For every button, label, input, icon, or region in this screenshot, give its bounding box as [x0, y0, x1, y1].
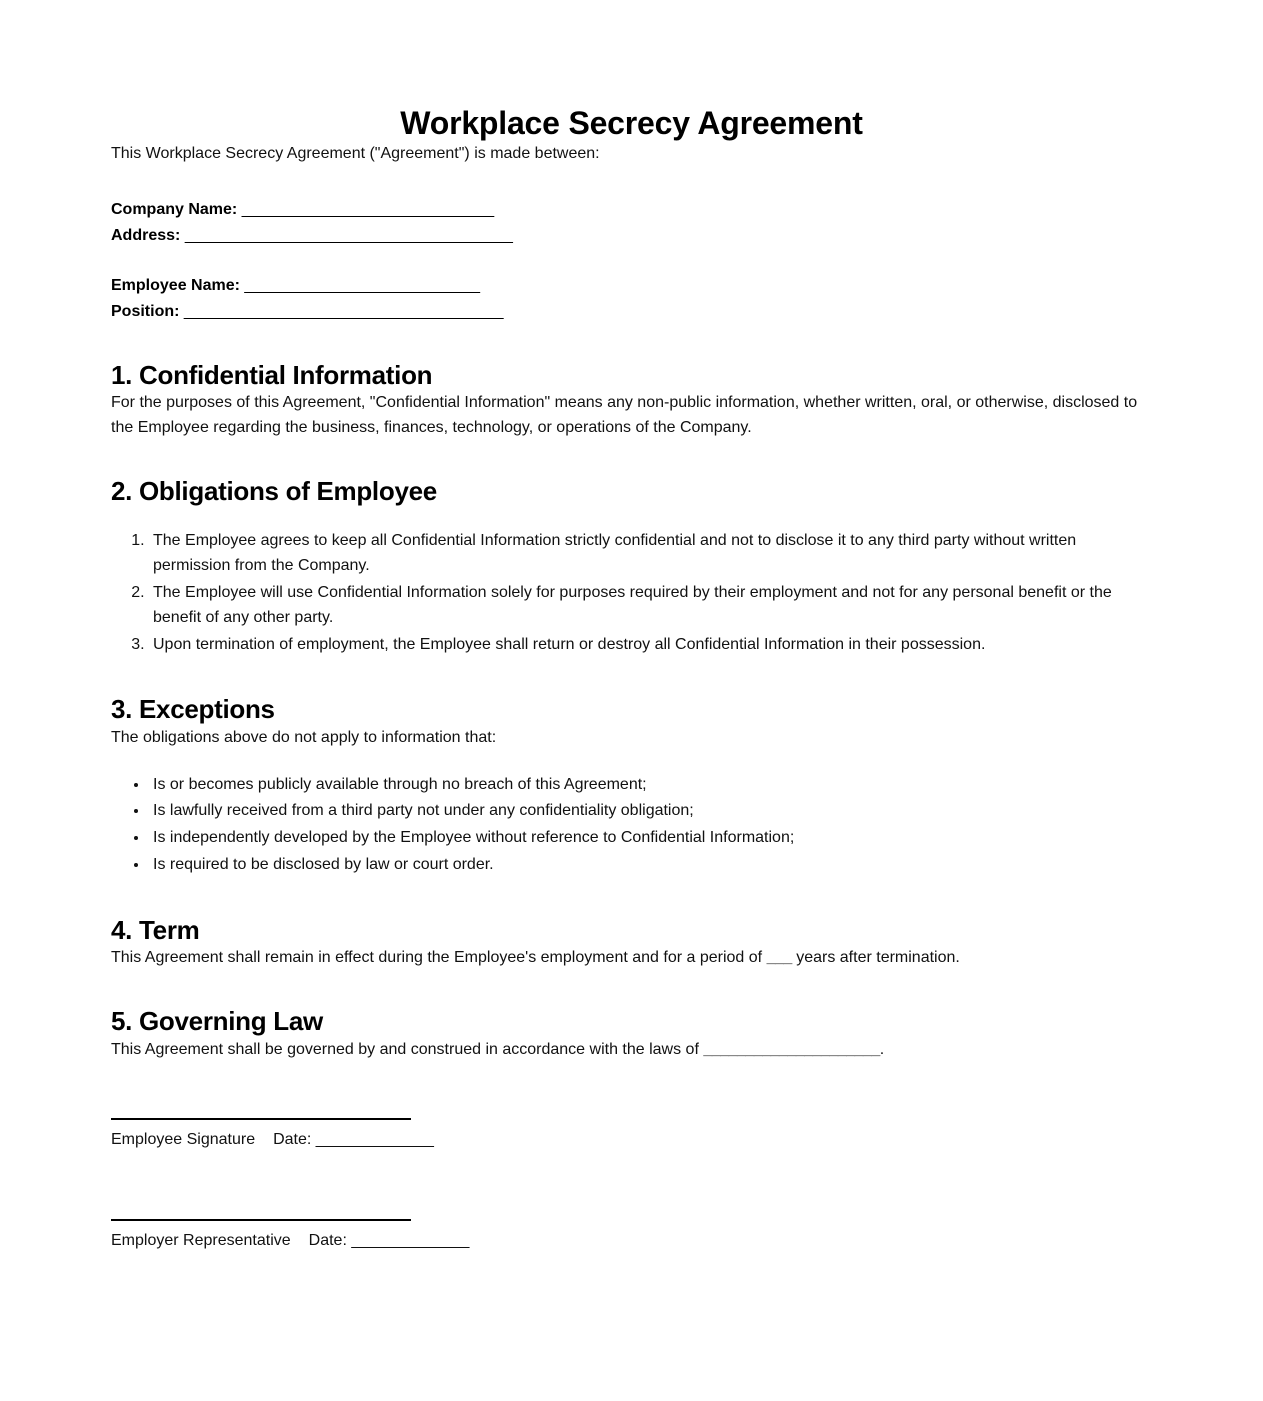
- address-label: Address:: [111, 227, 181, 245]
- party-spacer: [111, 249, 1152, 273]
- company-name-label: Company Name:: [111, 201, 238, 219]
- section-heading-governing-law: 5. Governing Law: [111, 1006, 323, 1037]
- section-heading-term: 4. Term: [111, 914, 200, 945]
- position-label: Position:: [111, 302, 180, 320]
- employee-signature-label: Employee Signature: [111, 1131, 256, 1149]
- term-text-before: This Agreement shall remain in effect during the Employee's employment and for a period of: [111, 949, 767, 967]
- section-paragraph-term: [111, 946, 1152, 971]
- employee-name-label: Employee Name:: [111, 277, 240, 294]
- position-blank[interactable]: ______________________________________: [183, 302, 504, 320]
- list-item: • Is required to be disclosed by law or court order.: [149, 853, 1152, 878]
- list-item: • Is or becomes publicly available through no breach of this Agreement;: [149, 773, 1152, 798]
- section-heading-obligations-of-employee: 2. Obligations of Employee: [111, 475, 437, 506]
- governing-law-blank[interactable]: _____________________: [703, 1040, 880, 1058]
- list-item: • Is lawfully received from a third party not under any confidentiality obligation;: [149, 799, 1152, 824]
- section-heading-exceptions: 3. Exceptions: [111, 694, 275, 725]
- employee-signature-block: [111, 1118, 1152, 1153]
- employer-date-label: Date:: [308, 1232, 347, 1250]
- position-field: [111, 299, 1152, 325]
- employer-signature-line[interactable]: [111, 1219, 411, 1221]
- address-blank[interactable]: _______________________________________: [184, 227, 513, 245]
- employer-date-blank[interactable]: ______________: [351, 1232, 469, 1250]
- party-details-block: [111, 197, 1152, 325]
- employee-date-label: Date:: [273, 1131, 312, 1149]
- list-item: 3. Upon termination of employment, the Employee shall return or destroy all Confidential Information in their possession.: [149, 633, 1152, 658]
- governing-law-text-after: .: [879, 1040, 885, 1058]
- employee-name-blank[interactable]: ____________________________: [244, 277, 480, 294]
- address-field: [111, 223, 1152, 249]
- employer-signature-block: [111, 1219, 1152, 1254]
- governing-law-text-before: This Agreement shall be governed by and construed in accordance with the laws of: [111, 1040, 704, 1058]
- section-paragraph-governing-law: [111, 1038, 1152, 1063]
- intro-paragraph: This Workplace Secrecy Agreement ("Agreement") is made between:: [111, 145, 600, 163]
- employee-signature-caption: [111, 1128, 1152, 1153]
- section-paragraph-exceptions: The obligations above do not apply to information that:: [111, 728, 497, 746]
- employer-signature-label: Employer Representative: [111, 1232, 291, 1250]
- employee-name-field: [111, 273, 1152, 299]
- section-heading-confidential-information: 1. Confidential Information: [111, 359, 433, 390]
- employee-date-blank[interactable]: ______________: [315, 1131, 434, 1149]
- company-name-field: [111, 197, 1152, 223]
- obligations-list: [111, 529, 1152, 657]
- term-text-after: years after termination.: [791, 949, 960, 967]
- page-title: Workplace Secrecy Agreement: [400, 105, 863, 141]
- list-item: • Is independently developed by the Employee without reference to Confidential Information;: [149, 826, 1152, 851]
- list-item: 1. The Employee agrees to keep all Confidential Information strictly confidential and not to disclose it to any third party without written permission from the Company.: [149, 529, 1152, 579]
- exceptions-list: [111, 773, 1152, 878]
- company-name-blank[interactable]: ______________________________: [241, 201, 494, 219]
- term-years-blank[interactable]: ___: [766, 949, 792, 967]
- section-paragraph-confidential-information: For the purposes of this Agreement, "Confidential Information" means any non-public information, whether written, oral, or otherwise, disclosed to the Employee regarding the business, finances, technology, or operations of the Company.: [111, 394, 1138, 437]
- list-item: 2. The Employee will use Confidential Information solely for purposes required by their employment and not for any personal benefit or the benefit of any other party.: [149, 581, 1152, 631]
- employer-signature-caption: [111, 1229, 1152, 1254]
- employee-signature-line[interactable]: [111, 1118, 411, 1120]
